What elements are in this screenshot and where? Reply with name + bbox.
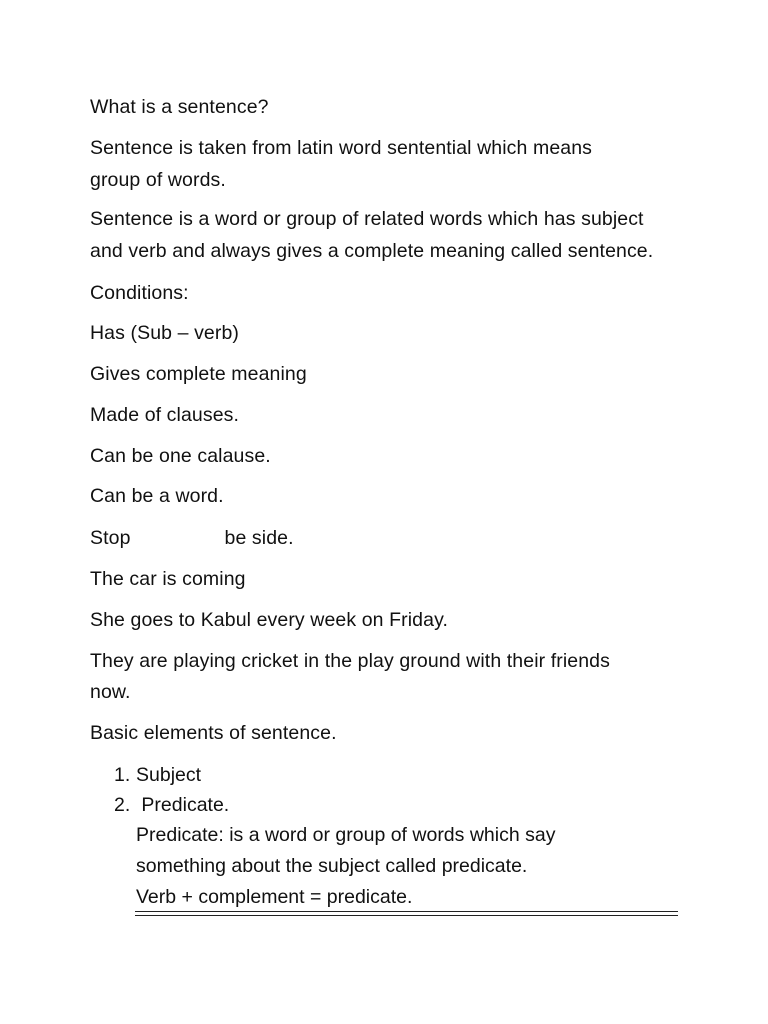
paragraph-origin-line-1: Sentence is taken from latin word sentential which means	[90, 137, 593, 159]
condition-item: Has (Sub – verb)	[90, 322, 239, 344]
list-item-predicate	[114, 791, 229, 819]
condition-item: Gives complete meaning	[90, 363, 307, 385]
list-label: Predicate.	[136, 794, 230, 816]
elements-heading: Basic elements of sentence.	[90, 722, 337, 744]
list-number: 2.	[114, 794, 131, 816]
list-label: Subject	[136, 764, 202, 786]
stop-example	[90, 523, 294, 554]
paragraph-origin-line-2: group of words.	[90, 169, 226, 191]
stop-word: Stop	[90, 527, 131, 549]
list-item-subject	[114, 761, 201, 789]
predicate-definition-line-2: something about the subject called predicate.	[136, 855, 528, 877]
condition-item: Can be one calause.	[90, 445, 271, 467]
predicate-definition-line-1: Predicate: is a word or group of words which say	[136, 824, 556, 846]
double-underline-rule	[135, 911, 678, 916]
example-sentence-line-1: They are playing cricket in the play ground with their friends	[90, 650, 610, 672]
condition-item: Made of clauses.	[90, 404, 240, 426]
paragraph-definition-line-1: Sentence is a word or group of related words which has subject	[90, 208, 644, 230]
example-sentence: She goes to Kabul every week on Friday.	[90, 609, 448, 631]
example-sentence-line-2: now.	[90, 681, 131, 703]
list-number: 1.	[114, 764, 131, 786]
heading-what-is-sentence: What is a sentence?	[90, 96, 269, 118]
conditions-heading: Conditions:	[90, 282, 189, 304]
predicate-formula: Verb + complement = predicate.	[136, 886, 413, 908]
condition-item: Can be a word.	[90, 485, 224, 507]
stop-rest: be side.	[224, 527, 294, 549]
paragraph-definition-line-2: and verb and always gives a complete meaning called sentence.	[90, 240, 654, 262]
example-sentence: The car is coming	[90, 568, 246, 590]
